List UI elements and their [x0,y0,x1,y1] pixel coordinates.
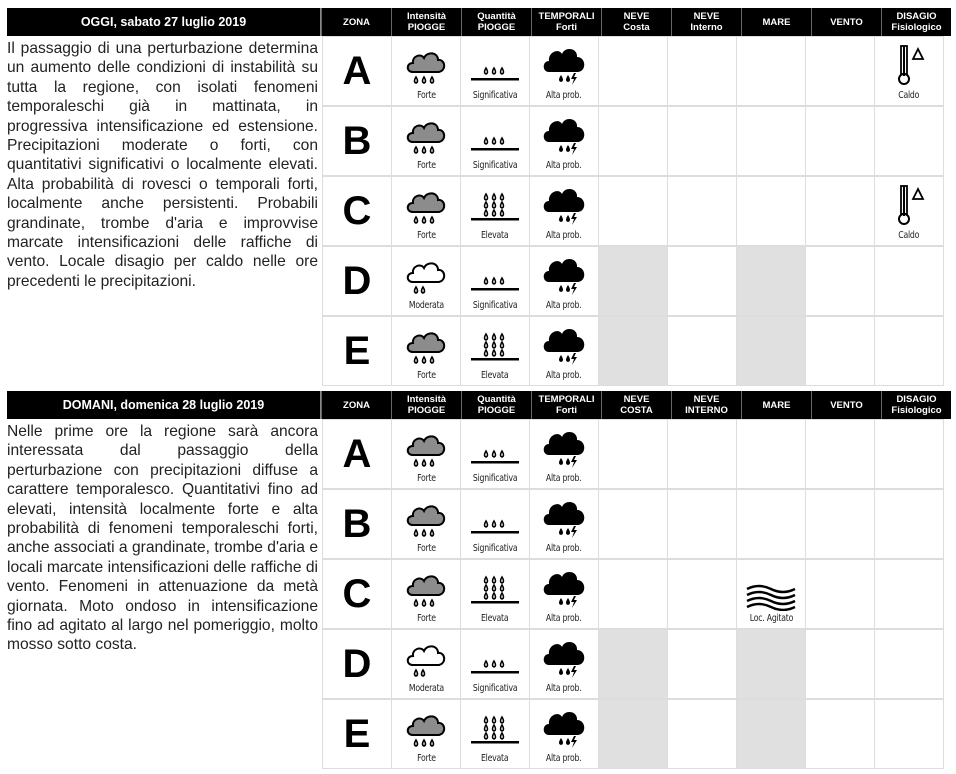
cell-vento [805,559,875,629]
cell-label: Moderata [408,683,444,694]
cell-label: Alta prob. [546,90,582,101]
tomorrow-zone-grid [322,419,943,769]
cell-temporali [529,176,599,246]
cell-disagio [874,559,944,629]
cell-neve-costa [598,419,668,489]
cell-neve-interno [667,489,737,559]
cloud-heavy-rain-icon [403,188,449,228]
cell-label: Moderata [408,300,444,311]
cell-label: Forte [416,230,436,241]
today-header-row [7,8,953,36]
today-section [7,8,953,386]
column-header-line1: NEVE [623,11,650,22]
rain-amount-significant-icon [468,501,522,541]
cell-label: Significativa [472,300,518,311]
cell-label: Forte [416,543,436,554]
thermometer-heat-icon [891,44,927,88]
cell-quantita [460,559,530,629]
cell-temporali [529,316,599,386]
zone-row [322,489,943,559]
cell-neve-costa [598,559,668,629]
zone-letter: C [322,176,392,246]
thunderstorm-icon [541,499,587,541]
cell-temporali [529,419,599,489]
cell-label: Caldo [898,90,920,101]
cell-neve-costa [598,629,668,699]
zone-row [322,36,943,106]
cell-label: Loc. Agitato [749,613,793,624]
column-header-line1: ZONA [343,399,370,411]
cell-intensita [391,629,461,699]
cell-neve-costa [598,489,668,559]
rain-amount-high-icon [468,571,522,611]
cell-vento [805,36,875,106]
cell-temporali [529,629,599,699]
cell-mare [736,559,806,629]
rain-amount-significant-icon [468,431,522,471]
column-header-line2: PIOGGE [477,405,516,416]
column-header-line1: VENTO [830,16,863,28]
cell-label: Alta prob. [546,160,582,171]
column-header-line1: MARE [762,16,791,28]
column-header-line2: Costa [623,22,650,33]
zone-row [322,699,943,769]
rain-amount-high-icon [468,188,522,228]
cell-quantita [460,629,530,699]
column-header [531,8,601,36]
thunderstorm-icon [541,569,587,611]
cell-temporali [529,36,599,106]
cell-intensita [391,559,461,629]
cloud-heavy-rain-icon [403,48,449,88]
column-header-line1: Quantità [477,394,516,405]
cell-label: Significativa [472,473,518,484]
column-header-line1: DISAGIO [896,11,937,22]
tomorrow-column-headers [321,391,951,419]
today-zone-grid [322,36,943,386]
zone-row [322,316,943,386]
thunderstorm-icon [541,326,587,368]
cell-label: Significativa [472,543,518,554]
column-header [391,391,461,419]
column-header [811,391,881,419]
cell-vento [805,176,875,246]
column-header-line1: VENTO [830,399,863,411]
rain-amount-significant-icon [468,258,522,298]
cell-label: Alta prob. [546,230,582,241]
cell-disagio [874,489,944,559]
column-header [671,8,741,36]
column-header-line1: DISAGIO [896,394,937,405]
cell-label: Alta prob. [546,300,582,311]
cell-vento [805,699,875,769]
cell-mare [736,419,806,489]
cell-neve-costa [598,36,668,106]
cell-quantita [460,176,530,246]
column-header [811,8,881,36]
cell-label: Forte [416,753,436,764]
column-header [461,8,531,36]
rain-amount-significant-icon [468,118,522,158]
cell-quantita [460,106,530,176]
cell-label: Elevata [481,370,509,381]
cell-label: Alta prob. [546,753,582,764]
cell-label: Forte [416,613,436,624]
cell-label: Significativa [472,160,518,171]
cell-vento [805,419,875,489]
cell-label: Alta prob. [546,370,582,381]
cell-disagio [874,176,944,246]
column-header-line1: NEVE [693,394,720,405]
rain-amount-significant-icon [468,48,522,88]
column-header [461,391,531,419]
cell-label: Alta prob. [546,683,582,694]
zone-letter: D [322,246,392,316]
cell-intensita [391,419,461,489]
column-header-line1: Intensità [406,11,447,22]
column-header-line1: MARE [762,399,791,411]
cell-neve-interno [667,629,737,699]
cell-intensita [391,316,461,386]
column-header-line2: PIOGGE [477,22,516,33]
column-header [531,391,601,419]
cell-quantita [460,419,530,489]
cell-neve-interno [667,176,737,246]
today-title: OGGI, sabato 27 luglio 2019 [7,8,321,36]
cell-disagio [874,316,944,386]
cell-neve-interno [667,559,737,629]
cell-disagio [874,699,944,769]
cell-neve-interno [667,316,737,386]
rain-amount-significant-icon [468,641,522,681]
thunderstorm-icon [541,46,587,88]
zone-row [322,629,943,699]
cell-disagio [874,246,944,316]
cloud-heavy-rain-icon [403,501,449,541]
cell-label: Elevata [481,613,509,624]
column-header [321,391,391,419]
cell-vento [805,106,875,176]
tomorrow-description: Nelle prime ore la regione sarà ancora interessata dal passaggio della perturbazione con precipitazioni diffuse a carattere temporalesco. Quantitativi fino ad elevati, intensità localmente forte e alta probabilità di fenomeni temporaleschi forti, anche associati a grandinate, trombe d'aria e locali marcate intensificazioni delle raffiche di vento. Fenomeni in attenuazione da metà giornata. Moto ondoso in intensificazione fino ad agitato al largo nel pomeriggio, molto mosso sotto costa. [7,423,318,654]
thermometer-heat-icon [891,184,927,228]
rain-amount-high-icon [468,711,522,751]
cell-disagio [874,629,944,699]
cell-intensita [391,176,461,246]
cell-disagio [874,106,944,176]
zone-letter: A [322,36,392,106]
zone-row [322,176,943,246]
tomorrow-title: DOMANI, domenica 28 luglio 2019 [7,391,321,419]
cell-disagio [874,36,944,106]
zone-letter: A [322,419,392,489]
thunderstorm-icon [541,429,587,471]
thunderstorm-icon [541,116,587,158]
cell-label: Alta prob. [546,613,582,624]
column-header [391,8,461,36]
column-header-line2: Fisiologico [891,22,942,33]
cell-neve-costa [598,176,668,246]
column-header-line1: TEMPORALI [538,11,595,22]
cell-temporali [529,489,599,559]
column-header-line2: Forti [555,405,578,416]
cell-mare [736,36,806,106]
cell-label: Forte [416,90,436,101]
cell-neve-costa [598,246,668,316]
column-header [741,391,811,419]
cell-quantita [460,316,530,386]
cell-label: Caldo [898,230,920,241]
cloud-heavy-rain-icon [403,118,449,158]
column-header [881,391,951,419]
today-description: Il passaggio di una perturbazione determina un aumento delle condizioni di instabilità su tutta la regione, con isolati fenomeni temporaleschi già in mattinata, in progressiva intensificazione ed estensione. Precipitazioni moderate o forti, con quantitativi significativi o localmente elevati. Alta probabilità di rovesci o temporali forti, localmente anche persistenti. Probabili grandinate, trombe d'aria e improvvise marcate intensificazioni delle raffiche di vento. Locale disagio per caldo nelle ore precedenti le precipitazioni. [7,40,318,290]
zone-letter: E [322,699,392,769]
tomorrow-section [7,391,953,769]
cell-vento [805,316,875,386]
cell-intensita [391,246,461,316]
column-header-line2: PIOGGE [407,405,446,416]
cloud-heavy-rain-icon [403,431,449,471]
cell-label: Elevata [481,230,509,241]
zone-letter: B [322,489,392,559]
thunderstorm-icon [541,709,587,751]
thunderstorm-icon [541,639,587,681]
cell-quantita [460,489,530,559]
zone-row [322,419,943,489]
cell-neve-costa [598,106,668,176]
zone-letter: C [322,559,392,629]
cell-label: Forte [416,473,436,484]
cell-mare [736,489,806,559]
cloud-heavy-rain-icon [403,328,449,368]
zone-row [322,559,943,629]
column-header-line1: Quantità [477,11,516,22]
column-header-line2: INTERNO [685,405,728,416]
cell-intensita [391,489,461,559]
column-header [321,8,391,36]
cell-neve-costa [598,316,668,386]
cell-label: Forte [416,160,436,171]
cell-quantita [460,699,530,769]
zone-letter: D [322,629,392,699]
cell-label: Alta prob. [546,473,582,484]
zone-letter: B [322,106,392,176]
cell-label: Elevata [481,753,509,764]
column-header-line1: Intensità [406,394,447,405]
cell-quantita [460,246,530,316]
cell-mare [736,316,806,386]
column-header-line2: Interno [690,22,723,33]
cell-vento [805,629,875,699]
cell-temporali [529,246,599,316]
cloud-moderate-rain-icon [403,258,449,298]
cell-label: Alta prob. [546,543,582,554]
cloud-moderate-rain-icon [403,641,449,681]
column-header [601,8,671,36]
cloud-heavy-rain-icon [403,711,449,751]
cell-mare [736,246,806,316]
cell-neve-interno [667,106,737,176]
cell-vento [805,489,875,559]
thunderstorm-icon [541,256,587,298]
column-header-line1: NEVE [693,11,720,22]
column-header-line1: TEMPORALI [538,394,595,405]
column-header [671,391,741,419]
cell-intensita [391,106,461,176]
column-header [881,8,951,36]
tomorrow-header-row [7,391,953,419]
column-header-line1: ZONA [343,16,370,28]
column-header-line1: NEVE [623,394,650,405]
thunderstorm-icon [541,186,587,228]
cell-label: Forte [416,370,436,381]
cloud-heavy-rain-icon [403,571,449,611]
today-column-headers [321,8,951,36]
cell-intensita [391,699,461,769]
rain-amount-high-icon [468,328,522,368]
cell-neve-interno [667,699,737,769]
cell-mare [736,629,806,699]
column-header-line2: Fisiologico [891,405,942,416]
cell-vento [805,246,875,316]
zone-letter: E [322,316,392,386]
zone-row [322,106,943,176]
column-header [741,8,811,36]
cell-mare [736,699,806,769]
cell-label: Significativa [472,90,518,101]
cell-quantita [460,36,530,106]
cell-temporali [529,699,599,769]
cell-mare [736,176,806,246]
cell-neve-interno [667,246,737,316]
cell-temporali [529,106,599,176]
cell-neve-interno [667,419,737,489]
column-header-line2: Forti [555,22,578,33]
cell-intensita [391,36,461,106]
column-header-line2: PIOGGE [407,22,446,33]
column-header-line2: COSTA [620,405,653,416]
cell-neve-costa [598,699,668,769]
column-header [601,391,671,419]
cell-neve-interno [667,36,737,106]
cell-label: Significativa [472,683,518,694]
cell-disagio [874,419,944,489]
cell-temporali [529,559,599,629]
cell-mare [736,106,806,176]
rough-sea-waves-icon [745,581,797,611]
zone-row [322,246,943,316]
